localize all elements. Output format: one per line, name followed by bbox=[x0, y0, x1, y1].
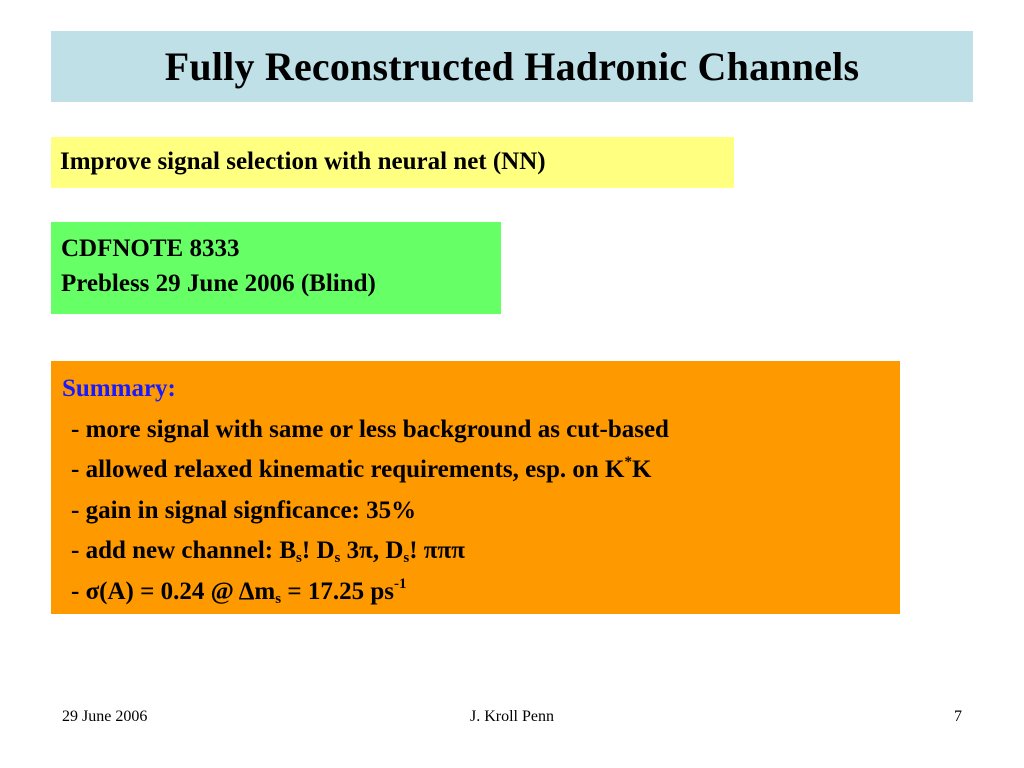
slide-title: Fully Reconstructed Hadronic Channels bbox=[164, 44, 860, 89]
item5-part-2: = 17.25 ps bbox=[281, 577, 394, 605]
note-box bbox=[51, 222, 501, 314]
footer-date: 29 June 2006 bbox=[62, 708, 148, 725]
footer-author: J. Kroll Penn bbox=[470, 708, 554, 725]
item5-part-1: - σ(A) = 0.24 @ Δm bbox=[71, 577, 276, 605]
item4-part-4: ! πππ bbox=[409, 537, 465, 564]
item4-sub-1: s bbox=[296, 550, 302, 566]
item5-sub: s bbox=[275, 590, 282, 607]
highlight-box bbox=[51, 137, 734, 188]
summary-item-1: - more signal with same or less background as cut-based bbox=[71, 415, 669, 443]
item2-tail: K bbox=[631, 456, 652, 483]
note-line-1: CDFNOTE 8333 bbox=[61, 235, 240, 262]
title-banner bbox=[51, 31, 973, 102]
highlight-text: Improve signal selection with neural net (NN) bbox=[60, 148, 546, 175]
item4-part-1: - add new channel: B bbox=[71, 537, 297, 564]
summary-item-2 bbox=[62, 450, 900, 491]
item4-sub-3: s bbox=[403, 550, 410, 566]
item4-part-3: 3π, D bbox=[340, 537, 404, 564]
summary-item-5 bbox=[62, 572, 900, 613]
item5-sup: -1 bbox=[393, 575, 407, 592]
item4-sub-2: s bbox=[334, 550, 341, 566]
summary-box bbox=[51, 361, 900, 614]
note-line-2: Prebless 29 June 2006 (Blind) bbox=[61, 270, 376, 297]
summary-item-4 bbox=[62, 531, 900, 572]
summary-item-3: - gain in signal signficance: 35% bbox=[71, 496, 417, 524]
summary-heading: Summary: bbox=[62, 375, 176, 402]
item2-text: - allowed relaxed kinematic requirements, esp. on K bbox=[71, 456, 625, 483]
item4-part-2: ! D bbox=[301, 537, 335, 564]
item2-sup: * bbox=[624, 454, 632, 470]
footer-page-number: 7 bbox=[954, 708, 962, 725]
